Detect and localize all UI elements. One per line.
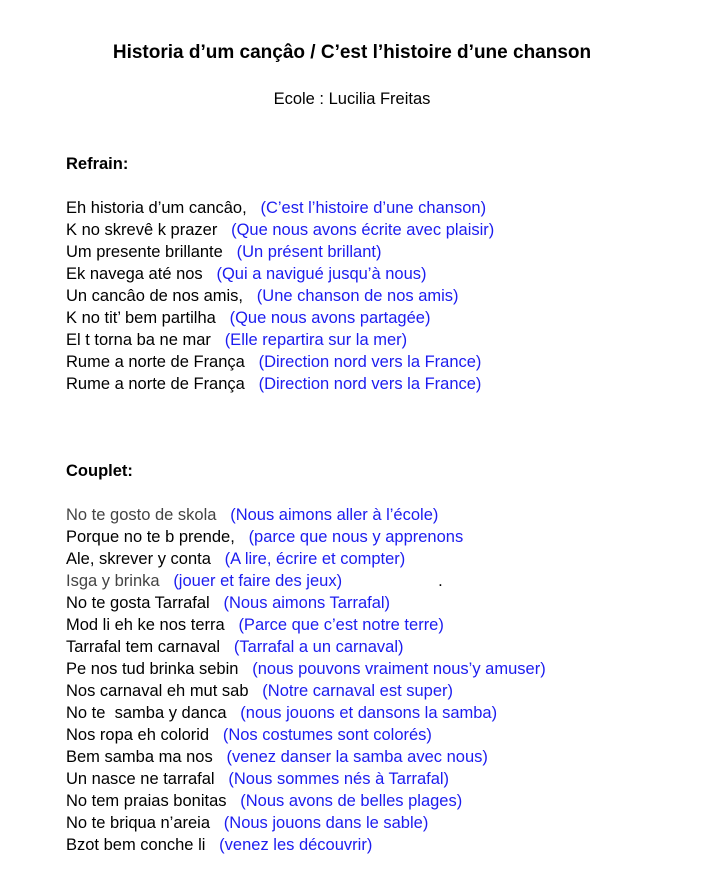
lyric-line bbox=[66, 702, 546, 724]
french-translation: (Elle repartira sur la mer) bbox=[224, 331, 408, 349]
stray-dot: . bbox=[438, 572, 443, 590]
french-translation: (C’est l’histoire d’une chanson) bbox=[260, 199, 487, 217]
original-text: No te samba y danca bbox=[66, 704, 227, 722]
lyric-line bbox=[66, 834, 546, 856]
couplet-lines bbox=[66, 504, 546, 856]
french-translation: (Nous jouons dans le sable) bbox=[223, 814, 429, 832]
french-translation: (Nous avons de belles plages) bbox=[240, 792, 463, 810]
french-translation: (nous pouvons vraiment nous’y amuser) bbox=[252, 660, 546, 678]
lyric-line bbox=[66, 614, 546, 636]
french-translation: (Parce que c’est notre terre) bbox=[238, 616, 444, 634]
lyric-line bbox=[66, 680, 546, 702]
french-translation: (Un présent brillant) bbox=[236, 243, 382, 261]
lyric-line bbox=[66, 658, 546, 680]
original-text: Porque no te b prende, bbox=[66, 528, 235, 546]
lyric-line bbox=[66, 790, 546, 812]
original-text: K no skrevê k prazer bbox=[66, 221, 218, 239]
original-text: Bzot bem conche li bbox=[66, 836, 206, 854]
lyric-line bbox=[66, 504, 546, 526]
french-translation: (Tarrafal a un carnaval) bbox=[233, 638, 404, 656]
french-translation: (Qui a navigué jusqu’à nous) bbox=[216, 265, 427, 283]
original-text: Rume a norte de França bbox=[66, 375, 245, 393]
original-text: No te gosta Tarrafal bbox=[66, 594, 210, 612]
original-text: El t torna ba ne mar bbox=[66, 331, 211, 349]
original-text: Tarrafal tem carnaval bbox=[66, 638, 221, 656]
lyric-line bbox=[66, 285, 494, 307]
french-translation: (Que nous avons partagée) bbox=[229, 309, 431, 327]
original-text: Um presente brillante bbox=[66, 243, 223, 261]
page-title: Historia d’um cançâo / C’est l’histoire d’une chanson bbox=[112, 42, 592, 63]
original-text: Nos carnaval eh mut sab bbox=[66, 682, 249, 700]
lyric-line bbox=[66, 329, 494, 351]
french-translation: (Nos costumes sont colorés) bbox=[222, 726, 432, 744]
lyric-line bbox=[66, 570, 546, 592]
lyric-line bbox=[66, 263, 494, 285]
original-text: Ale, skrever y conta bbox=[66, 550, 211, 568]
lyric-line bbox=[66, 724, 546, 746]
french-translation: (nous jouons et dansons la samba) bbox=[240, 704, 498, 722]
french-translation: (parce que nous y apprenons bbox=[248, 528, 464, 546]
school-subtitle: Ecole : Lucilia Freitas bbox=[273, 90, 431, 108]
french-translation: (Nous aimons aller à l’école) bbox=[230, 506, 439, 524]
original-text: Nos ropa eh colorid bbox=[66, 726, 210, 744]
original-text: Mod li eh ke nos terra bbox=[66, 616, 225, 634]
lyric-line bbox=[66, 351, 494, 373]
original-text: Ek navega até nos bbox=[66, 265, 203, 283]
lyric-line bbox=[66, 197, 494, 219]
lyric-line bbox=[66, 548, 546, 570]
lyric-line bbox=[66, 373, 494, 395]
refrain-lines bbox=[66, 197, 494, 395]
lyric-line bbox=[66, 526, 546, 548]
french-translation: (venez danser la samba avec nous) bbox=[226, 748, 488, 766]
refrain-heading: Refrain: bbox=[66, 155, 129, 173]
french-translation: (Notre carnaval est super) bbox=[262, 682, 454, 700]
original-text: Eh historia d’um cancâo, bbox=[66, 199, 247, 217]
original-text: K no tit’ bem partilha bbox=[66, 309, 216, 327]
lyric-line bbox=[66, 307, 494, 329]
lyric-line bbox=[66, 219, 494, 241]
original-text: No te gosto de skola bbox=[66, 506, 217, 524]
french-translation: (Direction nord vers la France) bbox=[258, 375, 482, 393]
original-text: Isga y brinka bbox=[66, 572, 160, 590]
french-translation: (venez les découvrir) bbox=[219, 836, 373, 854]
original-text: No te briqua n’areia bbox=[66, 814, 211, 832]
original-text: Un cancâo de nos amis, bbox=[66, 287, 244, 305]
french-translation: (A lire, écrire et compter) bbox=[224, 550, 406, 568]
lyric-line bbox=[66, 746, 546, 768]
original-text: Un nasce ne tarrafal bbox=[66, 770, 215, 788]
french-translation: (Que nous avons écrite avec plaisir) bbox=[231, 221, 495, 239]
couplet-heading: Couplet: bbox=[66, 462, 133, 480]
original-text: Bem samba ma nos bbox=[66, 748, 213, 766]
lyric-line bbox=[66, 812, 546, 834]
lyric-line bbox=[66, 768, 546, 790]
lyric-line bbox=[66, 636, 546, 658]
french-translation: (Direction nord vers la France) bbox=[258, 353, 482, 371]
lyric-line bbox=[66, 592, 546, 614]
french-translation: (Nous aimons Tarrafal) bbox=[223, 594, 391, 612]
original-text: No tem praias bonitas bbox=[66, 792, 227, 810]
lyric-line bbox=[66, 241, 494, 263]
original-text: Rume a norte de França bbox=[66, 353, 245, 371]
original-text: Pe nos tud brinka sebin bbox=[66, 660, 239, 678]
french-translation: (Une chanson de nos amis) bbox=[256, 287, 459, 305]
french-translation: (Nous sommes nés à Tarrafal) bbox=[228, 770, 450, 788]
french-translation: (jouer et faire des jeux) bbox=[173, 572, 343, 590]
